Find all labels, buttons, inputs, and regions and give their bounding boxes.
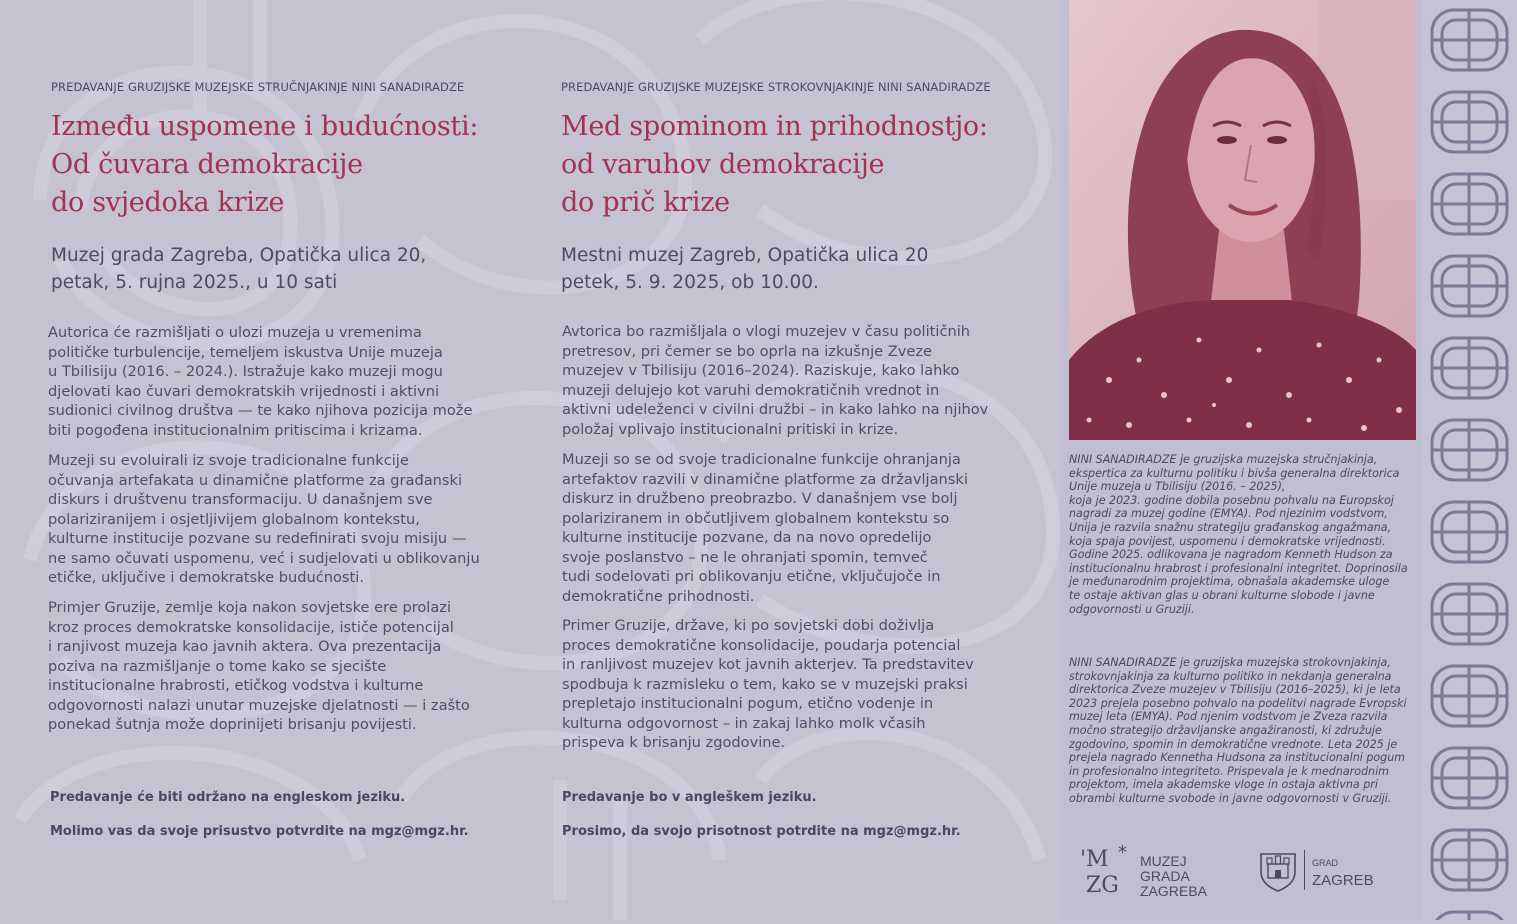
paragraph-sl-3: Primer Gruzije, države, ki po sovjetski dobi doživlja proces demokratične konsolidacije, poudarja potencial in ranljivost muzejev kot javnih akterjev. Ta predstavitev spodbuja k razmisleku o tem, kako se v muzejski praksi prepletajo institucionalni pogum, etično vodenje in kulturna odgovornost – in zakaj lahko molk včasih prispeva k brisanju zgodovine.: [562, 617, 974, 751]
paragraph-hr-3: Primjer Gruzije, zemlje koja nakon sovjetske ere prolazi kroz proces demokratske konsolidacije, ističe potencijal i ranjivost muzeja kao javnih aktera. Ova prezentacija poziva na razmišljanje o tome kako se sjecište institucionalne hrabrosti, etičkog vodstva i kulturne odgovornosti nalazi unutar muzejske djelatnosti — i zašto ponekad šutnja može doprinijeti brisanju povijesti.: [48, 599, 470, 733]
language-note-sl: Predavanje bo v angleškem jeziku.: [562, 790, 817, 805]
knot-pattern-icon: [1422, 0, 1517, 920]
svg-text:ZG: ZG: [1086, 873, 1119, 898]
svg-text:'M: 'M: [1080, 847, 1109, 872]
biography-hr: NINI SANADIRADZE je gruzijska muzejska stručnjakinja, ekspertica za kulturnu politiku i bivša generalna direktorica Unije muzeja u Tbilisiju (2016. – 2025), koja je 2023. godine dobila posebnu pohvalu na Europskoj nagradi za muzej godine (EMYA). Pod njezinim vodstvom, Unija je razvila snažnu strategiju građanskog angažmana, koja spaja povijest, uspomenu i demokratske vrijednosti. Godine 2025. odlikovana je nagradom Kenneth Hudson za institucionalnu hrabrost i profesionalni integritet. Doprinosila je međunarodnim projektima, obnašala akademske uloge te ostaje aktivan glas u obrani kulturne slobode i javne odgovornosti u Gruziji.: [1069, 453, 1408, 616]
zagreb-coat-of-arms-icon: [1258, 848, 1298, 892]
grad-label: GRAD: [1312, 858, 1339, 868]
grad-zagreb-logo: [1258, 848, 1388, 898]
paragraph-hr-1: Autorica će razmišljati o ulozi muzeja u vremenima političke turbulencije, temeljem iskustva Unije muzeja u Tbilisiju (2016. – 2024.). Istražuje kako muzeji mogu djelovati kao čuvari demokratskih vrijednosti i aktivni sudionici civilnog društva — te kako njihova pozicija može biti pogođena institucionalnim pritiscima i krizama.: [48, 324, 473, 439]
portrait-photo: [1069, 0, 1416, 440]
rsvp-note-hr: Molimo vas da svoje prisustvo potvrdite na mgz@mgz.hr.: [50, 824, 469, 839]
decorative-border: [1422, 0, 1517, 920]
kicker-hr: PREDAVANJE GRUZIJSKE MUZEJSKE STRUČNJAKINJE NINI SANADIRADZE: [51, 80, 465, 94]
logo-divider: [1304, 850, 1305, 890]
biography-sl: NINI SANADIRADZE je gruzijska muzejska strokovnjakinja, strokovnjakinja za kulturno politiko in nekdanja generalna direktorica Zveze muzejev v Tbilisiju (2016–2025), ki je leta 2023 prejela posebno pohvalo na podelitvi nagrade Evropski muzej leta (EMYA). Pod njenim vodstvom je Zveza razvila močno strategijo državljanske angažiranosti, ki združuje zgodovino, spomin in demokratične vrednote. Leta 2025 je prejela nagrado Kennetha Hudsona za institucionalni pogum in profesionalno integriteto. Prispevala je k mednarodnim projektom, imela akademske vloge in ostaja aktivna pri obrambi kulturne svobode in javne odgovornosti v Gruziji.: [1069, 656, 1407, 805]
zagreb-label: ZAGREB: [1312, 872, 1374, 889]
mgz-logo-line-3: ZAGREBA: [1140, 883, 1207, 899]
language-note-hr: Predavanje će biti održano na engleskom jeziku.: [50, 790, 406, 805]
paragraph-sl-2: Muzeji so se od svoje tradicionalne funkcije ohranjanja artefaktov razvili v dinamične platforme za državljanski diskurz in družbeno preobrazbo. V današnjem vse bolj polariziranem in občutljivem globalnem kontekstu so kulturne institucije pozvane, da na novo opredelijo svoje poslanstvo – ne le ohranjati spomin, temveč tudi sodelovati pri oblikovanju etične, vključujoče in demokratične prihodnosti.: [562, 451, 968, 605]
paragraph-sl-1: Avtorica bo razmišljala o vlogi muzejev v času političnih pretresov, pri čemer se bo oprla na izkušnje Zveze muzejev v Tbilisiju (2016–2024). Raziskuje, kako lahko muzeji delujejo kot varuhi demokratičnih vrednot in aktivni udeleženci v civilni družbi – in kako lahko na njihov položaj vplivajo institucionalni pritiski in krize.: [562, 323, 989, 438]
venue-hr: Muzej grada Zagreba, Opatička ulica 20, petak, 5. rujna 2025., u 10 sati: [51, 245, 427, 293]
kicker-sl: PREDAVANJE GRUZIJSKE MUZEJSKE STROKOVNJAKINJE NINI SANADIRADZE: [561, 80, 991, 94]
title-sl: Med spominom in prihodnostjo: od varuhov demokracije do prič krize: [561, 111, 988, 218]
svg-text:*: *: [1118, 842, 1127, 863]
mgz-logo-mark-icon: [1080, 840, 1136, 900]
paragraph-hr-2: Muzeji su evoluirali iz svoje tradicionalne funkcije očuvanja artefakata u dinamične platforme za građanski diskurs i društvenu transformaciju. U današnjem sve polariziranijem i osjetljivijem globalnom kontekstu, kulturne institucije pozvane su redefinirati svoju misiju — ne samo očuvati uspomenu, već i sudjelovati u oblikovanju etičke, uključive i demokratske budućnosti.: [48, 452, 480, 586]
mgz-logo-line-1: MUZEJ: [1140, 853, 1187, 869]
mgz-logo: [1080, 840, 1240, 900]
rsvp-note-sl: Prosimo, da svojo prisotnost potrdite na mgz@mgz.hr.: [562, 824, 961, 839]
mgz-logo-line-2: GRADA: [1140, 868, 1190, 884]
venue-sl: Mestni muzej Zagreb, Opatička ulica 20 petek, 5. 9. 2025, ob 10.00.: [561, 245, 929, 293]
title-hr: Između uspomene i budućnosti: Od čuvara demokracije do svjedoka krize: [51, 111, 479, 218]
